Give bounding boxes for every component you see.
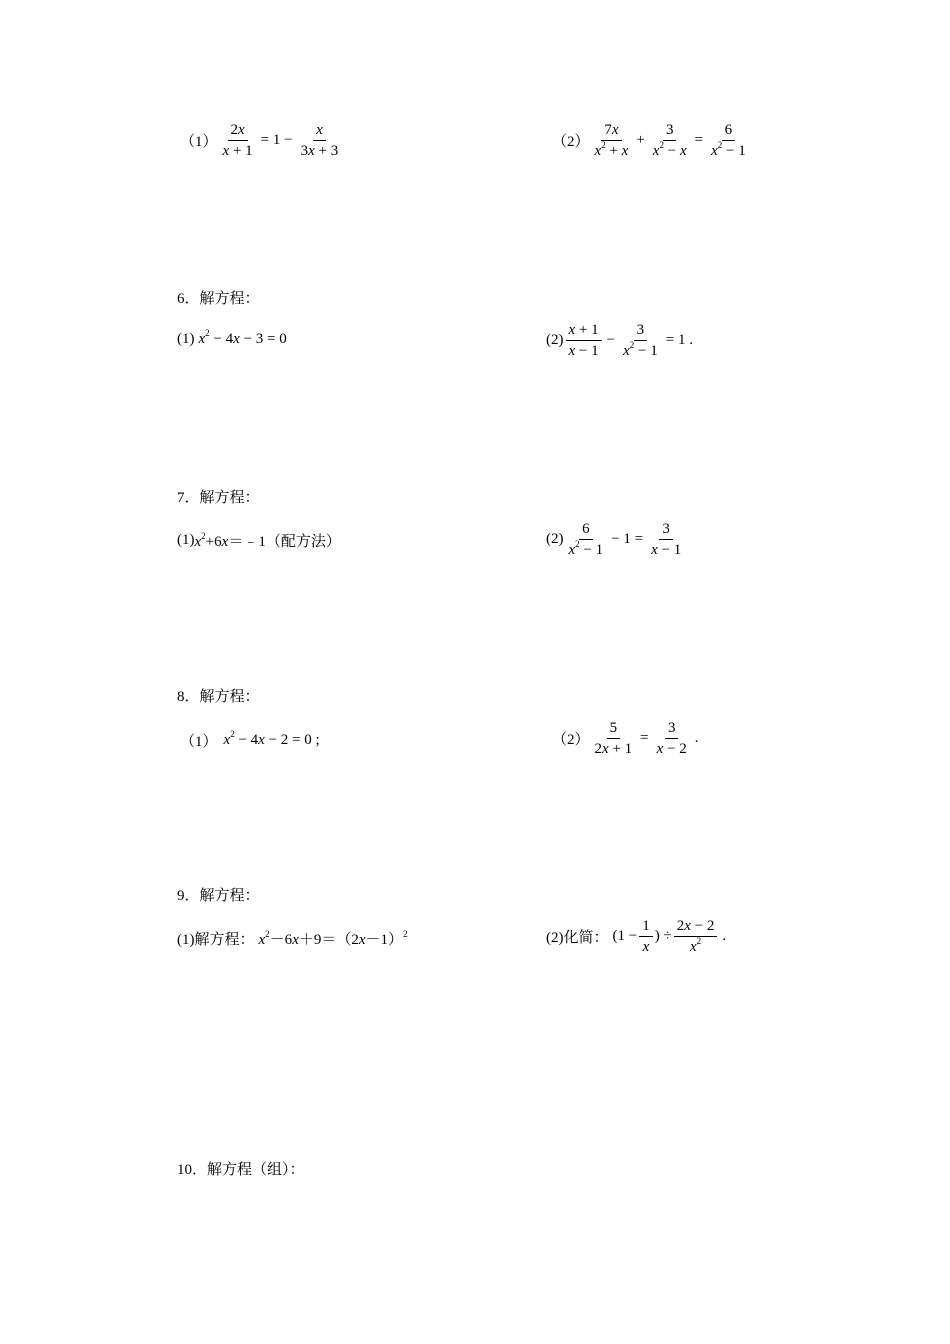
part-label: (2)	[546, 531, 564, 547]
fraction: $\frac{3}{x - 1}$	[651, 521, 682, 558]
problem8-part2: （2） $\frac{5}{2x + 1}$ = $\frac{3}{x - 2}$ .	[552, 720, 699, 757]
part-label: (1)	[177, 532, 195, 548]
problem8-heading: 8．解方程：	[177, 689, 260, 705]
part-label: (1)解方程：	[177, 932, 255, 948]
problem9-part2: (2)化简： (1 − $\frac{1}{x}$ ) ÷ $\frac{2x - 2}{x^2}$ .	[546, 918, 727, 955]
fraction: $\frac{x}{3x + 3}$	[300, 122, 339, 159]
fraction: $\frac{3}{x^2 - 1}$	[623, 322, 658, 359]
fraction: $\frac{1}{x}$	[639, 918, 653, 955]
method-note: （配方法）	[265, 534, 341, 550]
problem6-heading: 6．解方程：	[177, 291, 260, 307]
problem5-part2: （2） $\frac{7x}{x^2 + x}$ + $\frac{3}{x^2 - x}$ = $\frac{6}{x^2 - 1}$	[552, 122, 751, 159]
problem10-heading: 10．解方程（组）：	[177, 1162, 305, 1178]
fraction: $\frac{7x}{x^2 + x}$	[594, 122, 629, 159]
problem7-heading: 7．解方程：	[177, 490, 260, 506]
problem6-part1: (1) $x^2 - 4x - 3 = 0$	[177, 328, 287, 347]
part-label: (2)化简：	[546, 930, 609, 946]
fraction: $\frac{6}{x^2 - 1}$	[711, 122, 746, 159]
fraction: $\frac{x + 1}{x - 1}$	[566, 322, 602, 359]
fraction: $\frac{2x - 2}{x^2}$	[674, 918, 718, 955]
problem7-part1: (1) $x^2+6x=﹣1$ （配方法）	[177, 531, 341, 550]
fraction: $\frac{2x}{x + 1}$	[222, 122, 253, 159]
fraction: $\frac{3}{x^2 - x}$	[652, 122, 687, 159]
problem9-heading: 9．解方程：	[177, 888, 260, 904]
problem6-part2: (2) $\frac{x + 1}{x - 1}$ − $\frac{3}{x^2 - 1}$ = 1 .	[546, 322, 693, 359]
problem8-part1: （1） $x^2 - 4x - 2 = 0$ ;	[180, 729, 320, 750]
part-label: （1）	[180, 734, 218, 750]
fraction: $\frac{6}{x^2 - 1}$	[568, 521, 604, 558]
part-label: （2）	[552, 732, 590, 748]
fraction: $\frac{5}{2x + 1}$	[594, 720, 633, 757]
part-label: （1）	[180, 134, 218, 150]
fraction: $\frac{3}{x - 2}$	[656, 720, 687, 757]
problem9-part1: (1)解方程： $x^2-6x+9=(2x-1)^2$	[177, 929, 408, 948]
part-label: （2）	[552, 134, 590, 150]
part-label: (1)	[177, 331, 195, 347]
part-label: (2)	[546, 332, 564, 348]
problem7-part2: (2) $\frac{6}{x^2 - 1}$ − 1 = $\frac{3}{x - 1}$	[546, 521, 686, 558]
problem5-part1: （1） $\frac{2x}{x + 1}$ = 1 − $\frac{x}{3x + 3}$	[180, 122, 343, 159]
